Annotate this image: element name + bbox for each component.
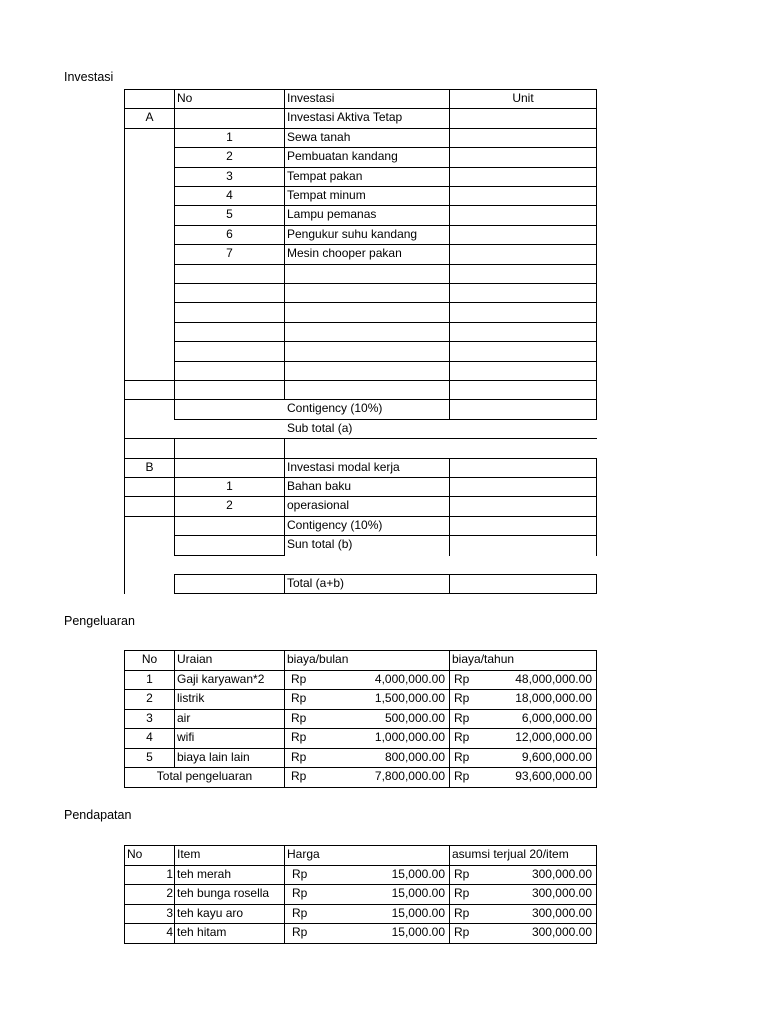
group-a-title: Investasi Aktiva Tetap <box>287 110 403 125</box>
currency-label: Rp <box>454 905 470 920</box>
group-b-label: B <box>145 459 154 474</box>
pendapatan-title: Pendapatan <box>64 808 132 822</box>
item-name: operasional <box>287 498 350 513</box>
grid-line <box>449 574 450 594</box>
item-no: 7 <box>226 246 233 261</box>
pengeluaran-table <box>124 650 597 789</box>
row-harga: 15,000.00 <box>391 925 445 939</box>
item-name: Tempat minum <box>287 188 366 202</box>
item-name: Pembuatan kandang <box>287 149 398 164</box>
contingency-b: Contigency (10%) <box>287 517 383 532</box>
item-name: Tempat pakan <box>287 168 363 183</box>
item-no: 2 <box>226 498 233 513</box>
row-no: 5 <box>146 749 153 764</box>
grid-line <box>174 361 597 362</box>
row-uraian: wifi <box>177 730 195 744</box>
row-no: 2 <box>166 886 173 900</box>
item-name: Lampu pemanas <box>287 207 377 222</box>
header-no: No <box>127 847 143 861</box>
grid-line <box>124 380 597 381</box>
header-unit: Unit <box>512 91 534 105</box>
currency-label: Rp <box>454 925 470 939</box>
header-no: No <box>141 652 158 666</box>
grid-line <box>174 283 597 284</box>
header-harga: Harga <box>287 847 320 861</box>
row-biaya-bulan: 800,000.00 <box>384 749 445 764</box>
item-name: Sewa tanah <box>287 129 351 144</box>
currency-label: Rp <box>292 925 308 939</box>
row-harga: 15,000.00 <box>391 866 445 881</box>
header-asumsi: asumsi terjual 20/item <box>452 847 569 861</box>
currency-label: Rp <box>454 691 470 705</box>
header-item: Item <box>177 847 201 861</box>
item-name: Pengukur suhu kandang <box>287 226 418 241</box>
total-biaya-bulan: 7,800,000.00 <box>374 769 445 783</box>
row-harga: 15,000.00 <box>391 905 445 920</box>
currency-label: Rp <box>291 710 307 725</box>
header-investasi: Investasi <box>287 91 335 105</box>
header-biaya-tahun: biaya/tahun <box>452 652 515 666</box>
row-uraian: listrik <box>177 691 205 705</box>
currency-label: Rp <box>291 730 307 744</box>
currency-label: Rp <box>454 866 470 881</box>
grid-line <box>174 341 597 342</box>
grid-line <box>124 787 597 788</box>
total-ab: Total (a+b) <box>287 576 345 590</box>
row-biaya-tahun: 12,000,000.00 <box>515 730 592 744</box>
row-no: 1 <box>146 671 153 686</box>
row-biaya-tahun: 18,000,000.00 <box>515 691 592 705</box>
row-biaya-tahun: 48,000,000.00 <box>515 671 592 686</box>
investasi-table <box>124 89 597 594</box>
row-biaya-bulan: 1,500,000.00 <box>374 691 445 705</box>
grid-line <box>174 264 597 265</box>
grid-line <box>174 555 285 556</box>
item-no: 6 <box>226 226 233 241</box>
row-total: 300,000.00 <box>531 925 592 939</box>
grid-line <box>596 89 597 420</box>
currency-label: Rp <box>292 905 308 920</box>
row-total: 300,000.00 <box>531 866 592 881</box>
item-name: Bahan baku <box>287 479 352 493</box>
currency-label: Rp <box>454 671 470 686</box>
row-uraian: air <box>177 710 191 725</box>
header-uraian: Uraian <box>177 652 213 666</box>
group-a-label: A <box>145 110 154 125</box>
currency-label: Rp <box>292 866 308 881</box>
pengeluaran-title: Pengeluaran <box>64 614 135 628</box>
item-no: 4 <box>226 188 233 202</box>
grid-line <box>174 574 175 594</box>
grid-line <box>596 845 597 944</box>
grid-line <box>449 89 450 420</box>
currency-label: Rp <box>454 769 470 783</box>
row-total: 300,000.00 <box>531 905 592 920</box>
row-biaya-tahun: 9,600,000.00 <box>521 749 592 764</box>
grid-line <box>124 89 125 594</box>
grid-line <box>596 458 597 556</box>
currency-label: Rp <box>454 886 470 900</box>
row-uraian: biaya lain lain <box>177 749 250 764</box>
row-biaya-bulan: 4,000,000.00 <box>374 671 445 686</box>
row-uraian: Gaji karyawan*2 <box>177 671 265 686</box>
item-no: 5 <box>226 207 233 222</box>
subtotal-a: Sub total (a) <box>287 420 353 435</box>
grid-line <box>174 302 597 303</box>
currency-label: Rp <box>291 671 307 686</box>
currency-label: Rp <box>291 769 307 783</box>
subtotal-b: Sun total (b) <box>287 537 353 552</box>
row-biaya-bulan: 500,000.00 <box>384 710 445 725</box>
grid-line <box>596 574 597 594</box>
row-item: teh hitam <box>177 925 227 939</box>
grid-line <box>124 943 597 944</box>
grid-line <box>596 650 597 788</box>
currency-label: Rp <box>454 730 470 744</box>
currency-label: Rp <box>454 749 470 764</box>
currency-label: Rp <box>291 749 307 764</box>
currency-label: Rp <box>454 710 470 725</box>
header-biaya-bulan: biaya/bulan <box>287 652 349 666</box>
header-no: No <box>177 91 193 105</box>
grid-line <box>174 322 597 323</box>
currency-label: Rp <box>292 886 308 900</box>
item-name: Mesin chooper pakan <box>287 246 402 261</box>
group-b-title: Investasi modal kerja <box>287 459 400 474</box>
row-no: 4 <box>166 925 173 939</box>
item-no: 3 <box>226 168 233 183</box>
row-biaya-tahun: 6,000,000.00 <box>521 710 592 725</box>
item-no: 2 <box>226 149 233 164</box>
row-item: teh kayu aro <box>177 905 244 920</box>
row-total: 300,000.00 <box>531 886 592 900</box>
item-no: 1 <box>226 479 233 493</box>
row-no: 4 <box>146 730 153 744</box>
total-biaya-tahun: 93,600,000.00 <box>515 769 592 783</box>
row-item: teh bunga rosella <box>177 886 270 900</box>
contingency-a: Contigency (10%) <box>287 401 383 416</box>
row-no: 2 <box>146 691 153 705</box>
row-harga: 15,000.00 <box>391 886 445 900</box>
currency-label: Rp <box>291 691 307 705</box>
pendapatan-table <box>124 845 597 943</box>
row-biaya-bulan: 1,000,000.00 <box>374 730 445 744</box>
investasi-title: Investasi <box>64 70 114 84</box>
total-label: Total pengeluaran <box>156 769 253 783</box>
grid-line <box>449 458 450 556</box>
row-no: 3 <box>146 710 153 725</box>
item-no: 1 <box>226 129 233 144</box>
row-item: teh merah <box>177 866 232 881</box>
row-no: 3 <box>166 905 173 920</box>
row-no: 1 <box>166 866 173 881</box>
